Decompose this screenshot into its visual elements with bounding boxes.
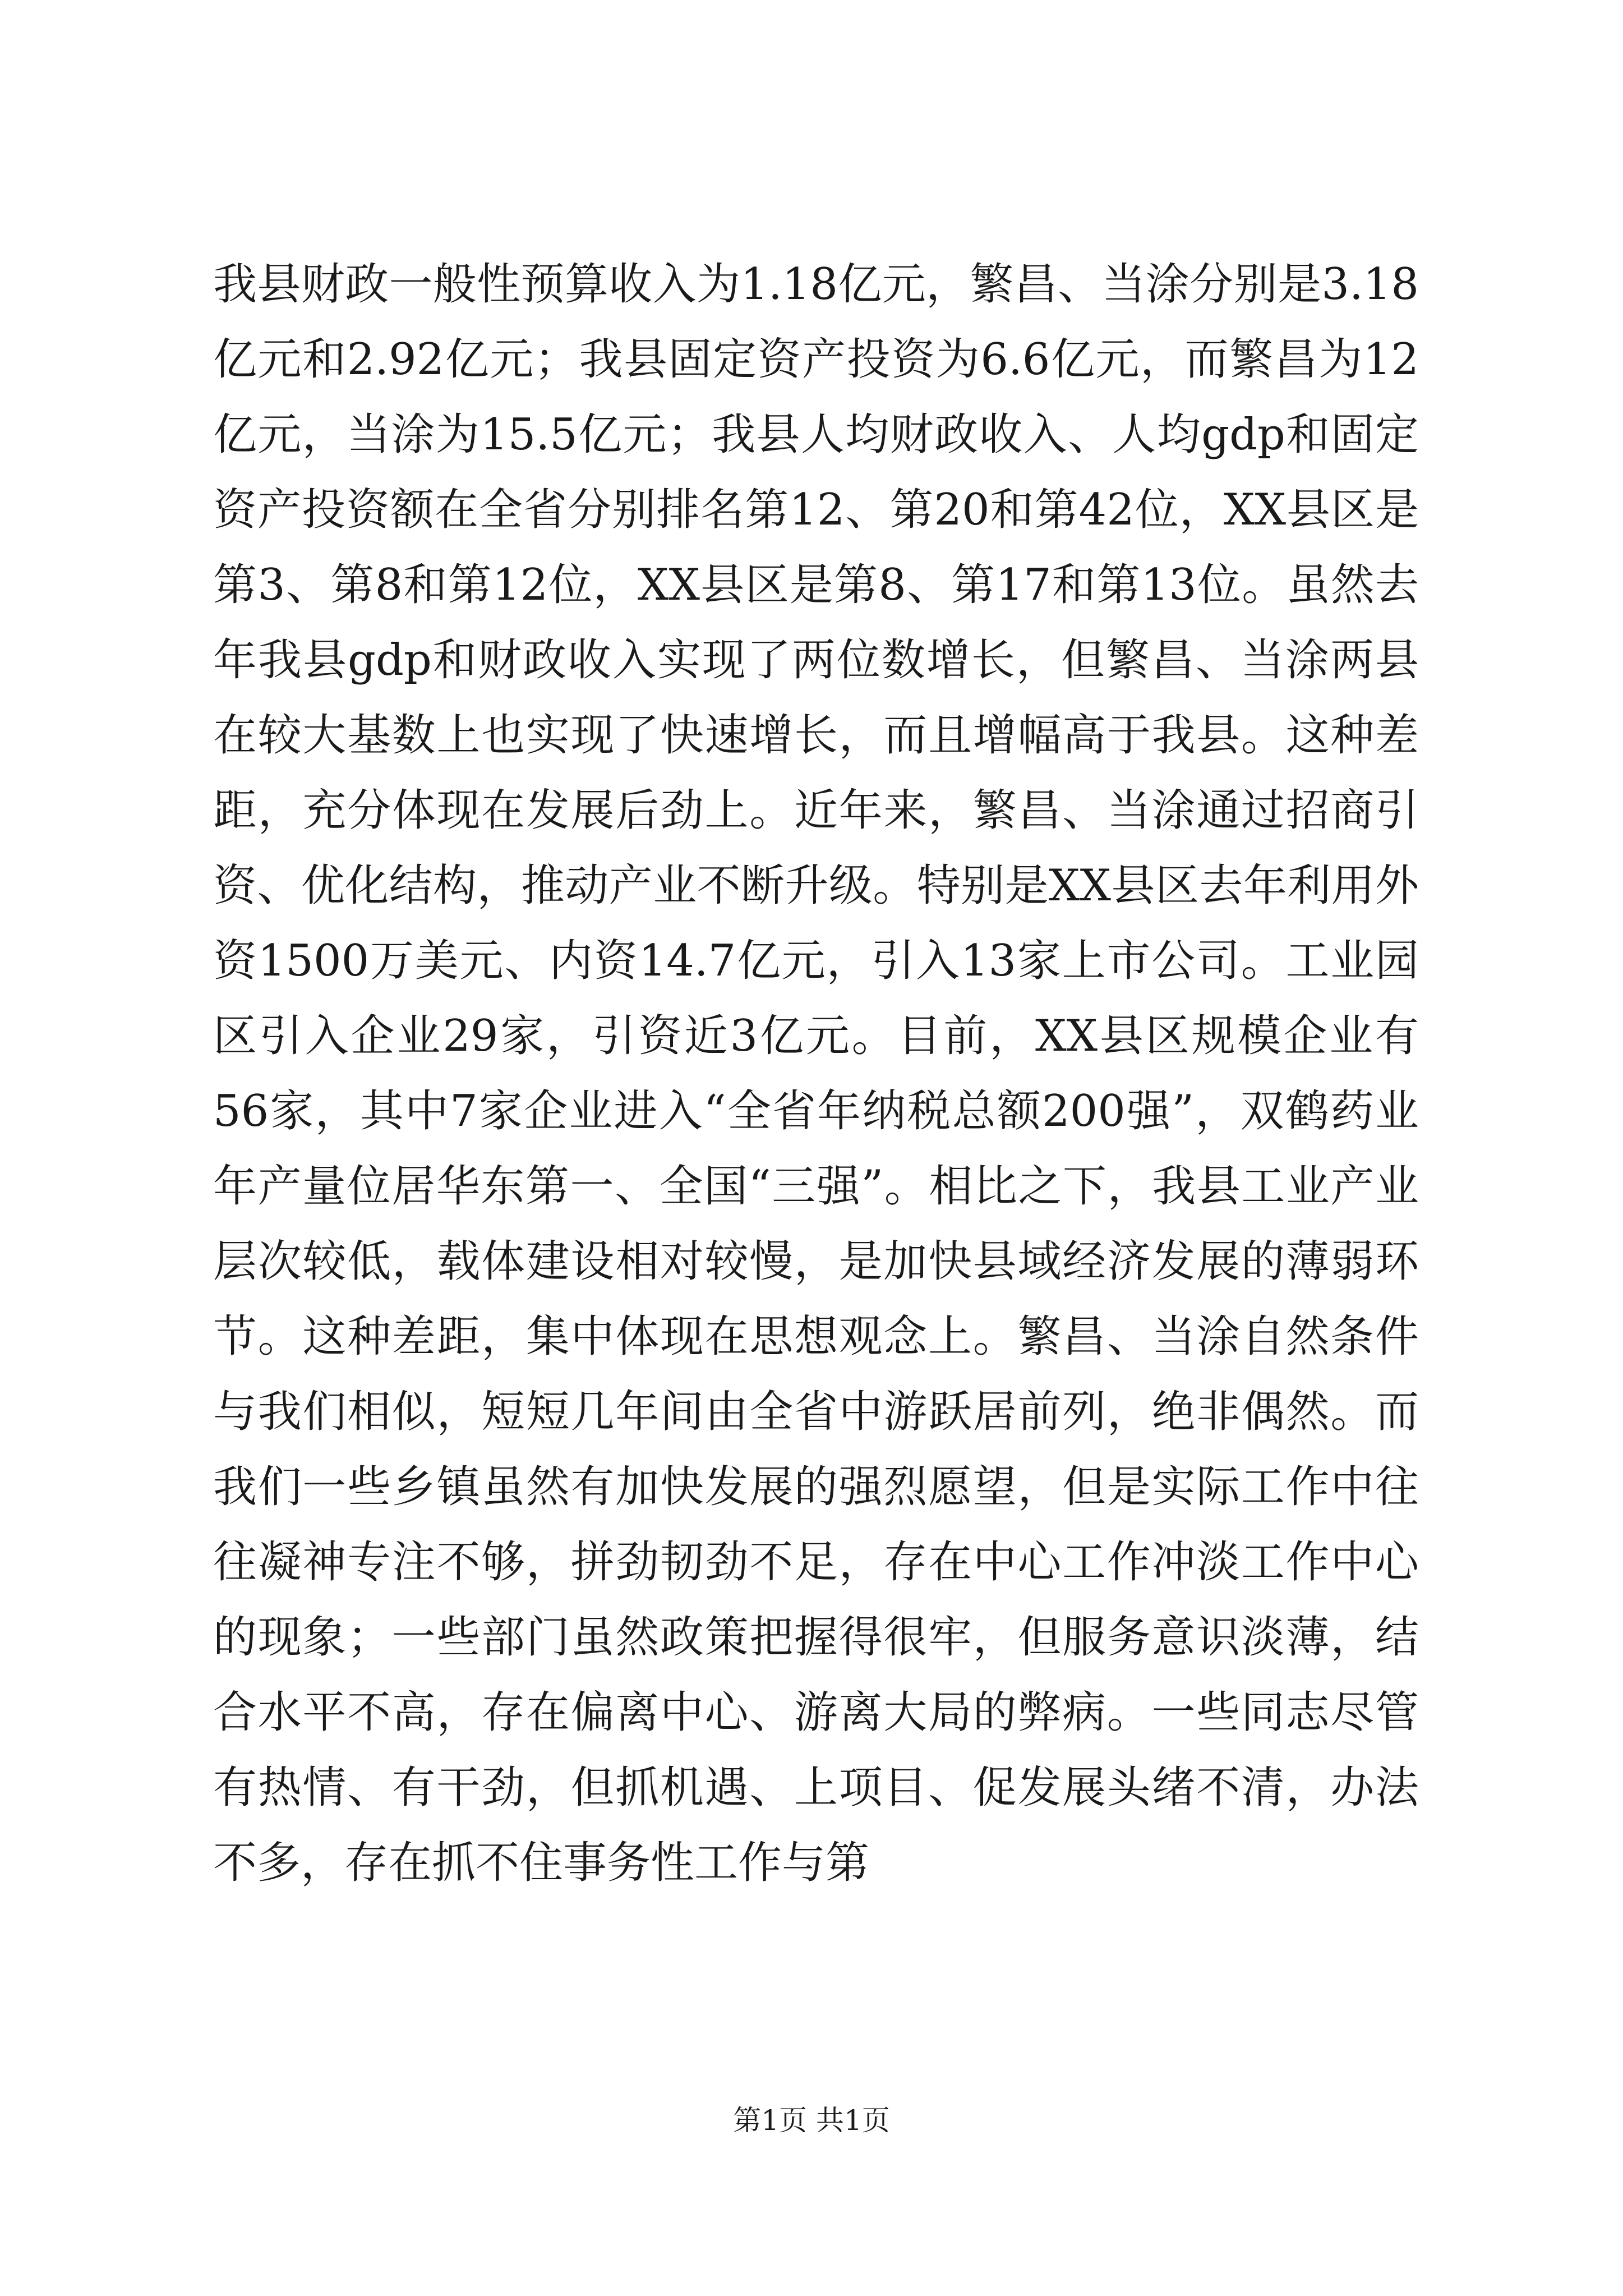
page-footer: 第1页 共1页 [733, 2104, 890, 2137]
body-paragraph: 我县财政一般性预算收入为1.18亿元，繁昌、当涂分别是3.18亿元和2.92亿元；我县固定资产投资为6.6亿元，而繁昌为12亿元，当涂为15.5亿元；我县人均财政收入、人均gdp和固定资产投资额在全省分别排名第12、第20和第42位，XX县区是第3、第8和第12位，XX县区是第8、第17和第13位。虽然去年我县gdp和财政收入实现了两位数增长，但繁昌、当涂两县在较大基数上也实现了快速增长，而且增幅高于我县。这种差距，充分体现在发展后劲上。近年来，繁昌、当涂通过招商引资、优化结构，推动产业不断升级。特别是XX县区去年利用外资1500万美元、内资14.7亿元，引入13家上市公司。工业园区引入企业29家，引资近3亿元。目前，XX县区规模企业有56家，其中7家企业进入“全省年纳税总额200强”，双鹤药业年产量位居华东第一、全国“三强”。相比之下，我县工业产业层次较低，载体建设相对较慢，是加快县域经济发展的薄弱环节。这种差距，集中体现在思想观念上。繁昌、当涂自然条件与我们相似，短短几年间由全省中游跃居前列，绝非偶然。而我们一些乡镇虽然有加快发展的强烈愿望，但是实际工作中往往凝神专注不够，拼劲韧劲不足，存在中心工作冲淡工作中心的现象；一些部门虽然政策把握得很牢，但服务意识淡薄，结合水平不高，存在偏离中心、游离大局的弊病。一些同志尽管有热情、有干劲，但抓机遇、上项目、促发展头绪不清，办法不多，存在抓不住事务性工作与第 [213, 259, 1419, 1888]
